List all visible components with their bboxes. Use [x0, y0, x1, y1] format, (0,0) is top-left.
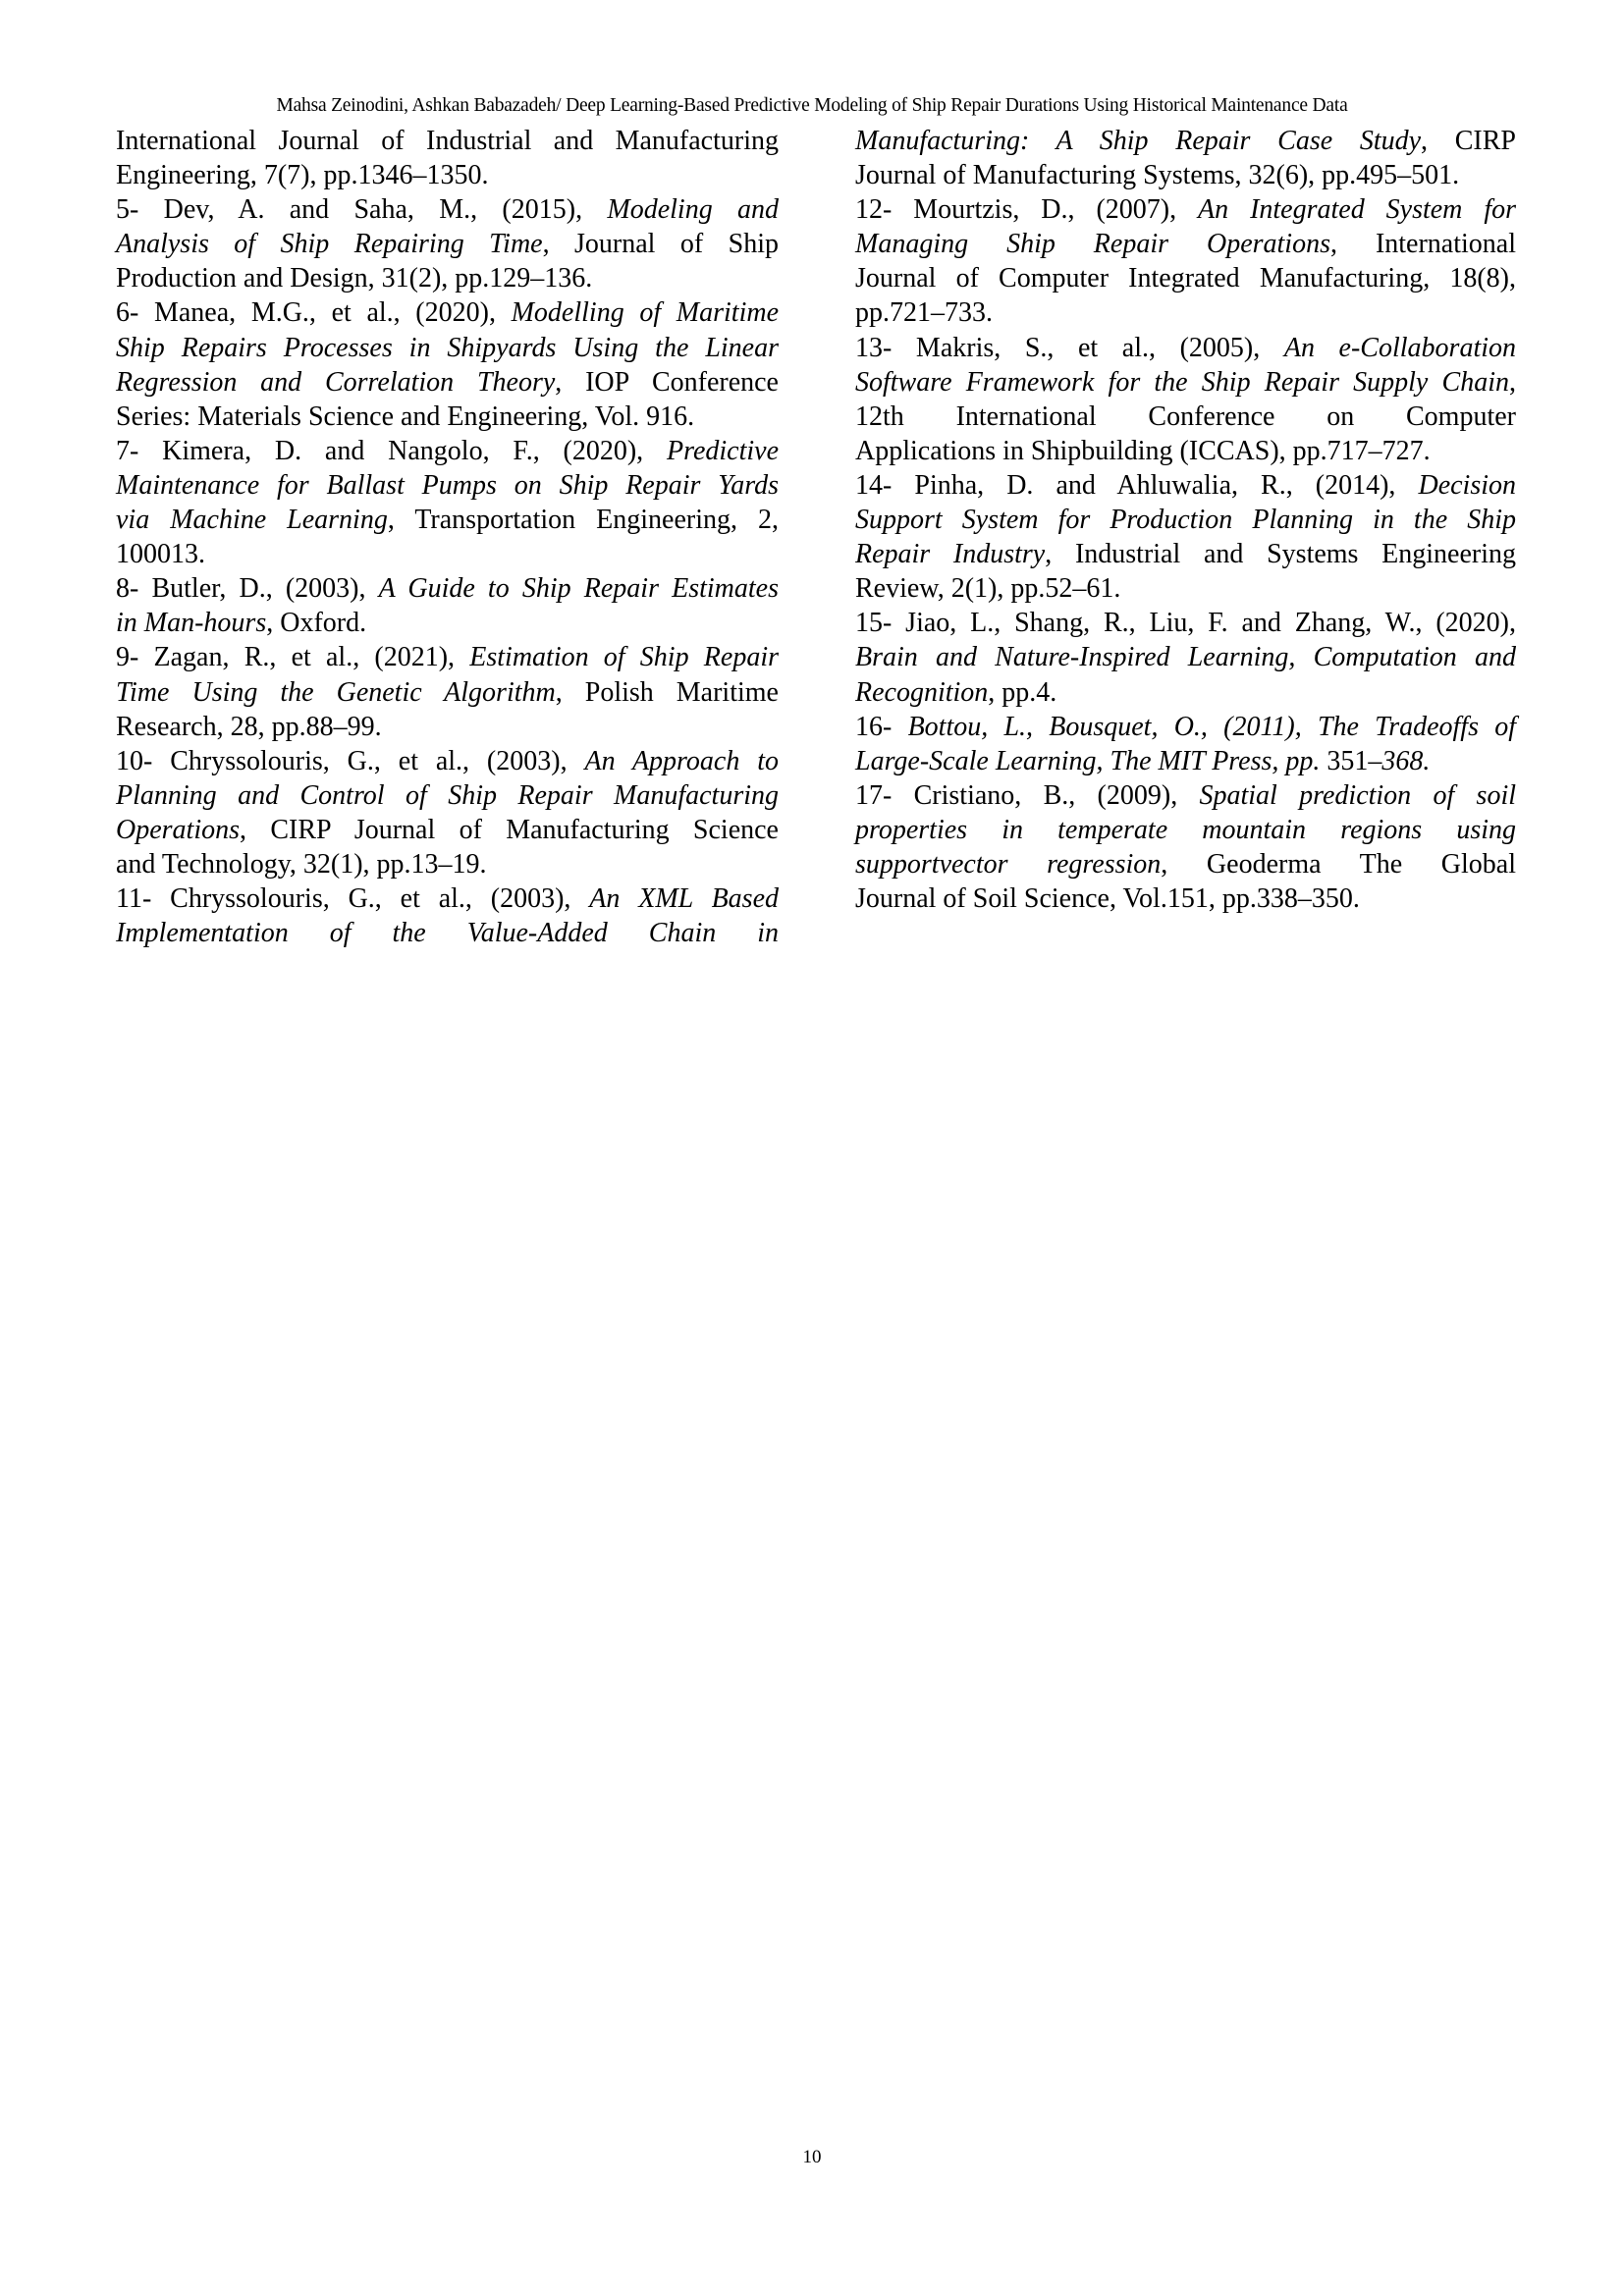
italic-text-run: Brain and Nature-Inspired Learning, Computation and [855, 642, 1516, 673]
italic-text-run: Software Framework for the Ship Repair Supply Chain [855, 366, 1509, 398]
reference-entry [855, 124, 1516, 192]
reference-line [855, 881, 1516, 916]
text-run: , Industrial and Systems Engineering [1045, 539, 1517, 570]
text-run: , Oxford. [266, 608, 367, 639]
reference-entry [116, 744, 779, 881]
italic-text-run: Managing Ship Repair Operations [855, 229, 1330, 260]
reference-line [855, 331, 1516, 365]
italic-text-run: Repair Industry [855, 539, 1046, 570]
reference-line [855, 537, 1516, 571]
reference-line [855, 710, 1516, 744]
italic-text-run: Estimation of Ship Repair [469, 642, 779, 673]
reference-line [116, 640, 779, 674]
reference-line [116, 503, 779, 537]
reference-line [855, 813, 1516, 847]
reference-line [855, 434, 1516, 468]
reference-line [116, 881, 779, 916]
italic-text-run: Predictive [666, 435, 779, 466]
italic-text-run: via Machine Learning [116, 505, 388, 536]
reference-entry [116, 640, 779, 743]
text-run: Review, 2(1), pp.52–61. [855, 573, 1121, 605]
reference-line [855, 778, 1516, 813]
italic-text-run: Large-Scale Learning, The MIT Press, pp. [855, 745, 1327, 776]
references-left-column [116, 124, 779, 950]
reference-line [116, 813, 779, 847]
italic-text-run: Maintenance for Ballast Pumps on Ship Repair Yards [116, 469, 779, 501]
text-run: 10- Chryssolouris, G., et al., (2003), [116, 745, 585, 776]
text-run: International Journal of Industrial and Manufacturing [116, 126, 779, 156]
reference-line [116, 331, 779, 365]
text-run: 100013. [116, 539, 205, 570]
reference-entry [116, 881, 779, 950]
reference-entry [855, 468, 1516, 606]
text-run: Journal of Soil Science, Vol.151, pp.338–350. [855, 883, 1360, 915]
text-run: 5- Dev, A. and Saha, M., (2015), [116, 194, 608, 226]
reference-line [855, 192, 1516, 227]
text-run: 8- Butler, D., (2003), [116, 573, 379, 605]
italic-text-run: Planning and Control of Ship Repair Manufacturing [116, 779, 779, 811]
text-run: 12th International Conference on Computer [855, 400, 1516, 432]
reference-line [116, 916, 779, 950]
text-run: 15- Jiao, L., Shang, R., Liu, F. and Zhang, W., (2020), [855, 608, 1516, 639]
reference-line [855, 847, 1516, 881]
reference-line [855, 503, 1516, 537]
italic-text-run: Modeling and [607, 194, 780, 226]
reference-line [116, 124, 779, 158]
italic-text-run: Decision [1418, 469, 1516, 501]
text-run: Research, 28, pp.88–99. [116, 711, 382, 742]
reference-line [116, 400, 779, 434]
reference-entry [116, 295, 779, 433]
italic-text-run: Bottou, L., Bousquet, O., (2011), The Tradeoffs of [907, 711, 1516, 742]
text-run: Applications in Shipbuilding (ICCAS), pp.717–727. [855, 435, 1431, 466]
reference-line [116, 675, 779, 710]
italic-text-run: Ship Repairs Processes in Shipyards Using the Linear [116, 332, 779, 363]
text-run: , IOP Conference [555, 366, 779, 398]
text-run: 351– [1326, 745, 1382, 776]
text-run: Series: Materials Science and Engineering, Vol. 916. [116, 400, 695, 432]
italic-text-run: An e-Collaboration [1283, 332, 1516, 363]
italic-text-run: Operations [116, 814, 240, 845]
text-run: , International [1329, 229, 1516, 260]
italic-text-run: in Man-hours [116, 608, 267, 639]
reference-entry [855, 606, 1516, 709]
text-run: Engineering, 7(7), pp.1346–1350. [116, 160, 489, 191]
reference-entry [855, 710, 1516, 778]
references-right-column [855, 124, 1516, 916]
reference-line [855, 227, 1516, 261]
running-header: Mahsa Zeinodini, Ashkan Babazadeh/ Deep Learning-Based Predictive Modeling of Ship Repair Durations Using Historical Maintenance Data [276, 95, 1348, 116]
text-run: 12- Mourtzis, D., (2007), [855, 194, 1199, 226]
reference-line [855, 571, 1516, 606]
reference-line [855, 675, 1516, 710]
reference-line [855, 400, 1516, 434]
reference-line [855, 261, 1516, 295]
italic-text-run: Regression and Correlation Theory [116, 366, 556, 398]
reference-line [116, 710, 779, 744]
text-run: 14- Pinha, D. and Ahluwalia, R., (2014), [855, 469, 1419, 501]
text-run: 11- Chryssolouris, G., et al., (2003), [116, 883, 590, 915]
text-run: , Journal of Ship [542, 229, 779, 260]
text-run: , CIRP Journal of Manufacturing Science [240, 814, 779, 845]
italic-text-run: Implementation of the Value-Added Chain in [116, 918, 779, 949]
reference-line [855, 124, 1516, 158]
text-run: and Technology, 32(1), pp.13–19. [116, 848, 487, 880]
italic-text-run: An Approach to [584, 745, 779, 776]
reference-line [116, 847, 779, 881]
italic-text-run: supportvector regression [855, 848, 1162, 880]
reference-line [116, 537, 779, 571]
reference-line [116, 227, 779, 261]
text-run: 7- Kimera, D. and Nangolo, F., (2020), [116, 435, 667, 466]
reference-line [116, 606, 779, 640]
reference-line [116, 192, 779, 227]
reference-entry [855, 331, 1516, 468]
text-run: 16- [855, 711, 908, 742]
reference-line [116, 365, 779, 400]
text-run: pp.721–733. [855, 297, 993, 329]
italic-text-run: 368. [1381, 745, 1431, 776]
reference-line [855, 640, 1516, 674]
italic-text-run: Analysis of Ship Repairing Time [116, 229, 543, 260]
text-run: , [1509, 366, 1516, 398]
text-run: , pp.4. [988, 676, 1057, 708]
reference-line [116, 571, 779, 606]
page-number: 10 [802, 2147, 822, 2167]
italic-text-run: Time Using the Genetic Algorithm [116, 676, 556, 708]
italic-text-run: properties in temperate mountain regions using [855, 814, 1516, 845]
reference-line [855, 744, 1516, 778]
text-run: Journal of Manufacturing Systems, 32(6), pp.495–501. [855, 160, 1460, 191]
reference-line [855, 365, 1516, 400]
italic-text-run: Recognition [855, 676, 989, 708]
reference-entry [116, 192, 779, 295]
reference-entry [116, 124, 779, 192]
italic-text-run: Manufacturing: A Ship Repair Case Study [855, 126, 1422, 156]
reference-entry [855, 778, 1516, 916]
text-run: 9- Zagan, R., et al., (2021), [116, 642, 470, 673]
reference-entry [116, 434, 779, 571]
reference-line [855, 468, 1516, 503]
italic-text-run: An Integrated System for [1198, 194, 1516, 226]
reference-line [855, 606, 1516, 640]
reference-line [116, 468, 779, 503]
italic-text-run: Modelling of Maritime [511, 297, 779, 329]
text-run: , Geoderma The Global [1161, 848, 1516, 880]
italic-text-run: A Guide to Ship Repair Estimates [378, 573, 779, 605]
reference-entry [116, 571, 779, 640]
reference-entry [855, 192, 1516, 330]
text-run: , Polish Maritime [555, 676, 779, 708]
reference-line [116, 261, 779, 295]
italic-text-run: Support System for Production Planning in the Ship [855, 505, 1516, 536]
text-run: , CIRP [1421, 126, 1516, 156]
italic-text-run: An XML Based [589, 883, 779, 915]
reference-line [855, 295, 1516, 330]
text-run: Journal of Computer Integrated Manufacturing, 18(8), [855, 263, 1516, 294]
text-run: 17- Cristiano, B., (2009), [855, 779, 1200, 811]
reference-line [116, 744, 779, 778]
text-run: , Transportation Engineering, 2, [387, 505, 779, 536]
text-run: Production and Design, 31(2), pp.129–136. [116, 263, 593, 294]
reference-line [116, 434, 779, 468]
text-run: 6- Manea, M.G., et al., (2020), [116, 297, 512, 329]
italic-text-run: Spatial prediction of soil [1199, 779, 1517, 811]
reference-line [116, 295, 779, 330]
reference-line [855, 158, 1516, 192]
reference-line [116, 158, 779, 192]
reference-line [116, 778, 779, 813]
text-run: 13- Makris, S., et al., (2005), [855, 332, 1284, 363]
